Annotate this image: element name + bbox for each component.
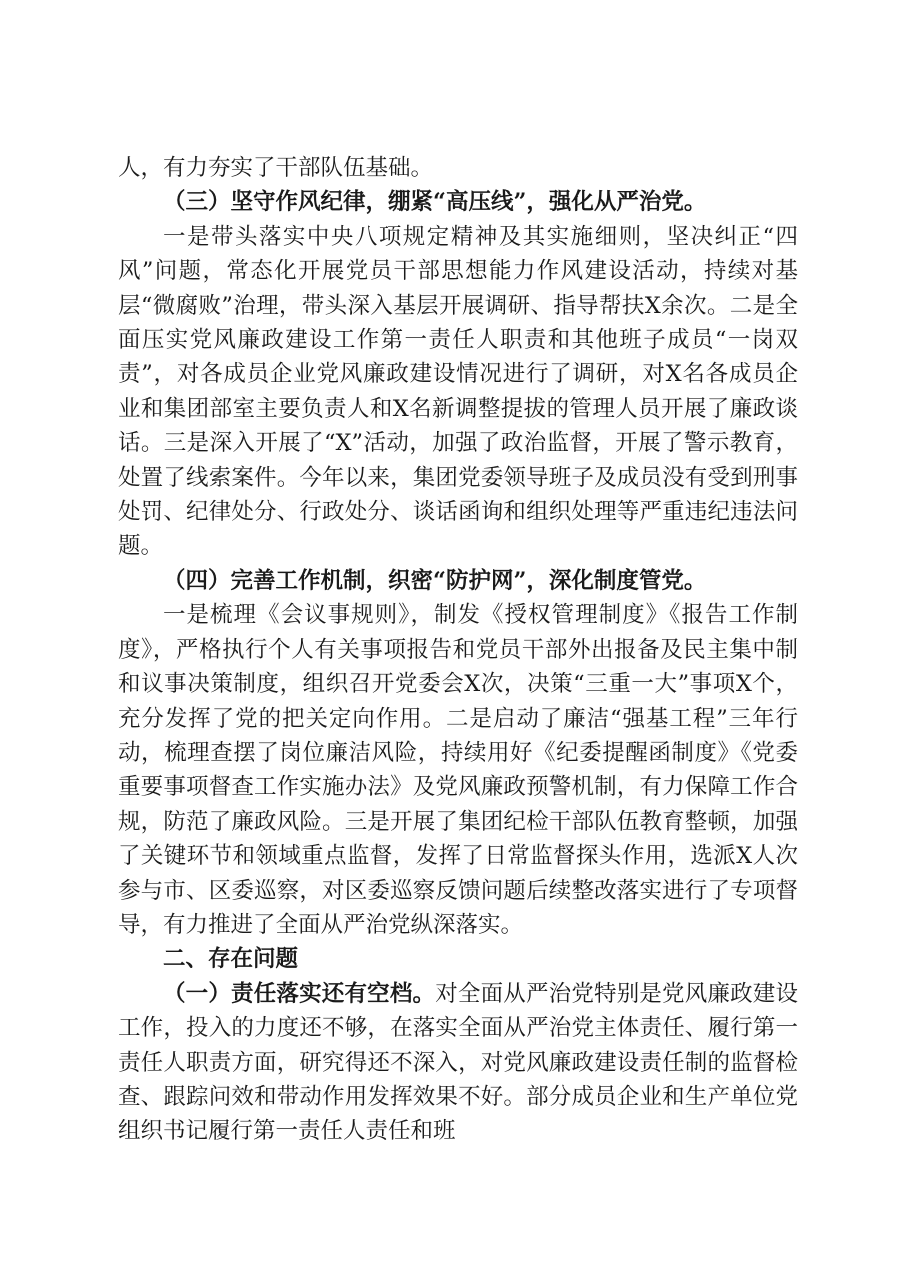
section-heading-problems: 二、存在问题 [163, 946, 299, 973]
paragraph-discipline: 一是带头落实中央八项规定精神及其实施细则，坚决纠正“四风”问题，常态化开展党员干部思想能力作风建设活动，持续对基层“微腐败”治理，带头深入基层开展调研、指导帮扶X余次。二是全面压实党风廉政建设工作第一责任人职责和其他班子成员“一岗双责”，对各成员企业党风廉政建设情况进行了调研，对X名各成员企业和集团部室主要负责人和X名新调整提拔的管理人员开展了廉政谈话。三是深入开展了“X”活动，加强了政治监督，开展了警示教育，处置了线索案件。今年以来，集团党委领导班子及成员没有受到刑事处罚、纪律处分、行政处分、谈话函询和组织处理等严重违纪违法问题。 [118, 223, 798, 560]
problem-1-lead: （一）责任落实还有空档。 [163, 980, 436, 1007]
section-subheading-4: （四）完善工作机制，织密“防护网”，深化制度管党。 [163, 567, 707, 594]
paragraph-mechanism: 一是梳理《会议事规则》，制发《授权管理制度》《报告工作制度》，严格执行个人有关事项报告和党员干部外出报备及民主集中制和议事决策制度，组织召开党委会X次，决策“三重一大”事项X个，充分发挥了党的把关定向作用。二是启动了廉洁“强基工程”三年行动，梳理查摆了岗位廉洁风险，持续用好《纪委提醒函制度》《党委重要事项督查工作实施办法》及党风廉政预警机制，有力保障工作合规，防范了廉政风险。三是开展了集团纪检干部队伍教育整顿，加强了关键环节和领域重点监督，发挥了日常监督探头作用，选派X人次参与市、区委巡察，对区委巡察反馈问题后续整改落实进行了专项督导，有力推进了全面从严治党纵深落实。 [118, 602, 798, 938]
document-body [118, 151, 798, 1149]
paragraph-continuation: 人，有力夯实了干部队伍基础。 [118, 155, 434, 181]
paragraph-problem-1 [118, 977, 798, 1149]
section-subheading-3: （三）坚守作风纪律，绷紧“高压线”，强化从严治党。 [163, 189, 707, 216]
problem-1-text: 对全面从严治党特别是党风廉政建设工作，投入的力度还不够，在落实全面从严治党主体责任、履行第一责任人职责方面，研究得还不深入，对党风廉政建设责任制的监督检查、跟踪问效和带动作用发挥效果不好。部分成员企业和生产单位党组织书记履行第一责任人责任和班 [118, 980, 798, 1145]
